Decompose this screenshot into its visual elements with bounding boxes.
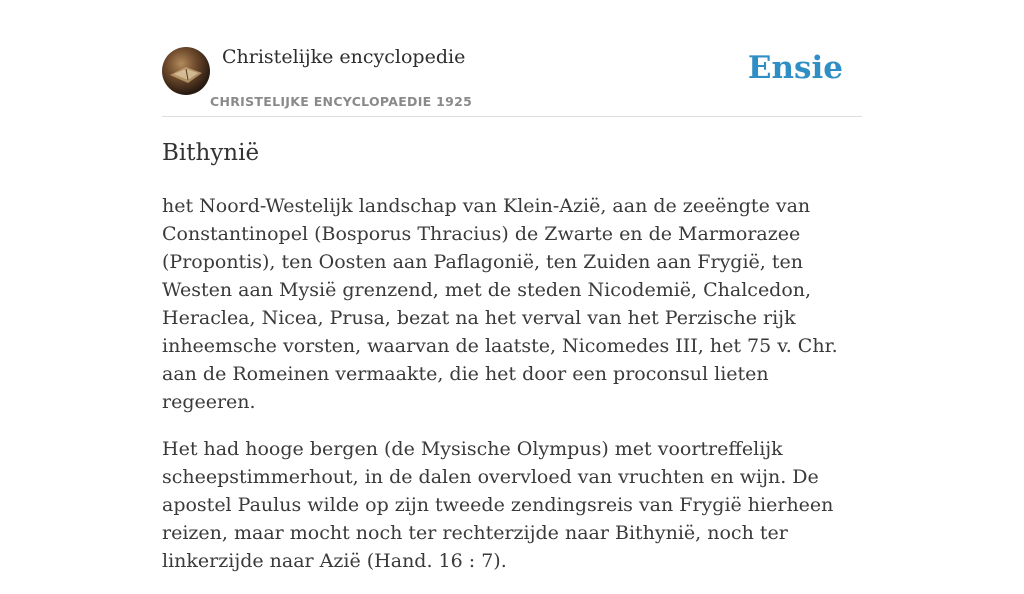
source-label[interactable]: CHRISTELIJKE ENCYCLOPAEDIE 1925 xyxy=(210,94,473,109)
article-body xyxy=(162,192,862,594)
open-book-icon xyxy=(162,47,210,95)
ensie-logo-link[interactable]: Ensie xyxy=(747,50,843,86)
paragraph: Het had hooge bergen (de Mysische Olympus) met voortreffelijk scheepstimmerhout, in de dalen overvloed van vruchten en wijn. De apostel Paulus wilde op zijn tweede zendingsreis van Frygië hierheen reizen, maar mocht noch ter rechterzijde naar Bithynië, noch ter linkerzijde naar Azië (Hand. 16 : 7). xyxy=(162,438,834,572)
header xyxy=(162,40,862,117)
article-title: Bithynië xyxy=(162,140,260,166)
paragraph: het Noord-Westelijk landschap van Klein-Azië, aan de zeeëngte van Constantinopel (Bosporus Thracius) de Zwarte en de Marmorazee (Propontis), ten Oosten aan Paflagonië, ten Zuiden aan Frygië, ten Westen aan Mysië grenzend, met de steden Nicodemië, Chalcedon, Heraclea, Nicea, Prusa, bezat na het verval van het Perzische rijk inheemsche vorsten, waarvan de laatste, Nicomedes III, het 75 v. Chr. aan de Romeinen vermaakte, die het door een proconsul lieten regeeren. xyxy=(162,195,838,413)
site-name[interactable]: Christelijke encyclopedie xyxy=(222,46,466,68)
encyclopedia-avatar[interactable] xyxy=(162,47,210,95)
